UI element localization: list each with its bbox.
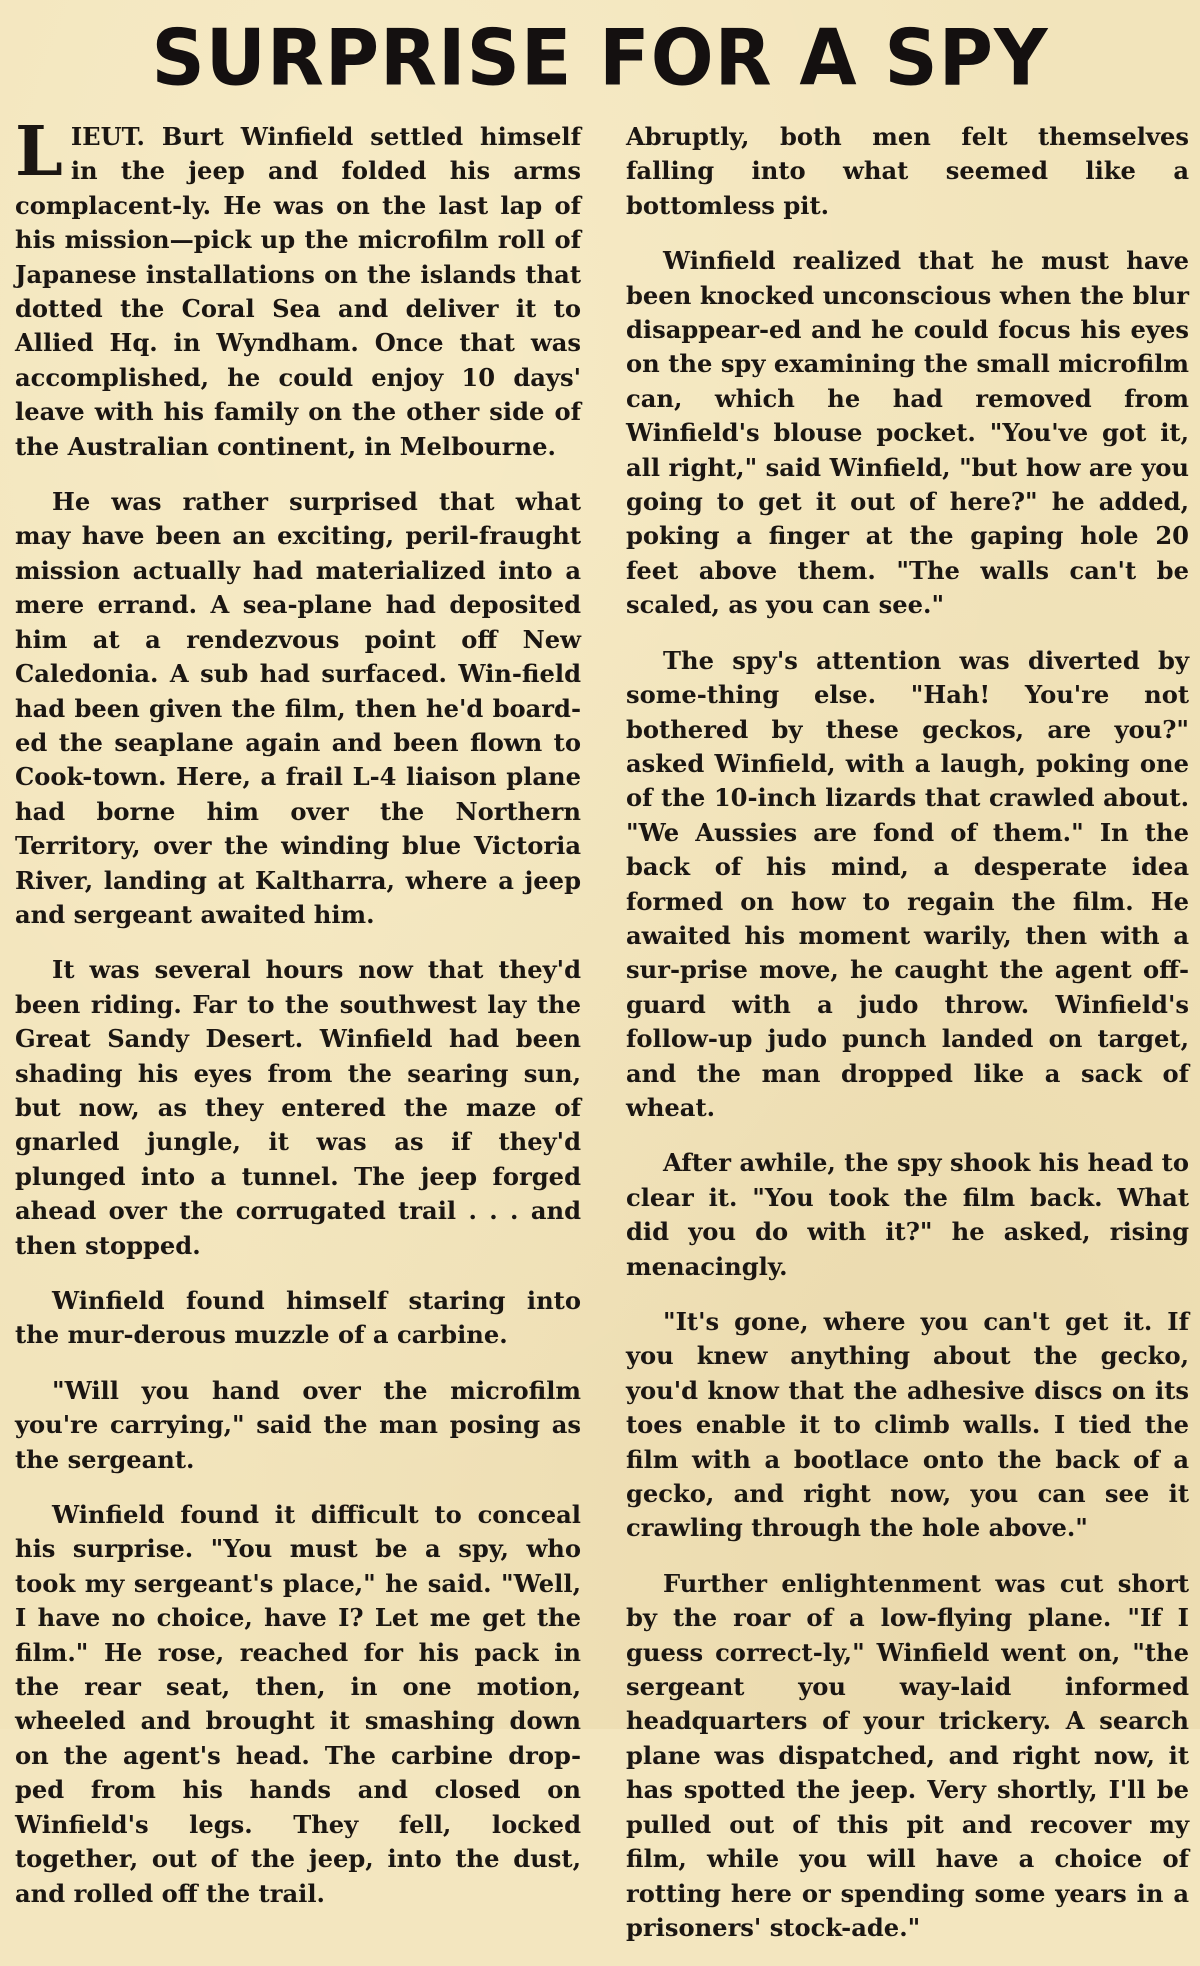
paragraph: "It's gone, where you can't get it. If you knew anything about the gecko, you'd know that the adhesive discs on its toes enable it to climb walls. I tied the film with a bootlace onto the back of a gecko, and right now, you can see it crawling through the hole above." — [626, 1307, 1189, 1543]
paragraph: The spy's attention was diverted by some-thing else. "Hah! You're not bothered by these geckos, are you?" asked Winfield, with a laugh, poking one of the 10-inch lizards that crawled about. "We Aussies are fond of them." In the back of his mind, a desperate idea formed on how to regain the film. He awaited his moment warily, then with a sur-prise move, he caught the agent off-guard with a judo throw. Winfield's follow-up judo punch landed on target, and the man dropped like a sack of wheat. — [626, 645, 1189, 1122]
story-title: SURPRISE FOR A SPY — [151, 12, 1049, 104]
paragraph: Winfield found it difficult to conceal his surprise. "You must be a spy, who took my sergeant's place," he said. "Well, I have no choice, have I? Let me get the film." He rose, reached for his pack in the rear seat, then, in one motion, wheeled and brought it smashing down on the agent's head. The carbine drop-ped from his hands and closed on Winfield's legs. They fell, locked together, out of the jeep, into the dust, and rolled off the trail. — [15, 1500, 581, 1908]
right-column — [626, 120, 1189, 1966]
left-column — [15, 112, 581, 1932]
paragraph: It was several hours now that they'd been riding. Far to the southwest lay the Great Sandy Desert. Winfield had been shading his eyes from the searing sun, but now, as they entered the maze of gnarled jungle, it was as if they'd plunged into a tunnel. The jeep forged ahead over the corrugated trail . . . and then stopped. — [15, 955, 581, 1260]
paragraph: Winfield found himself staring into the mur-derous muzzle of a carbine. — [15, 1286, 581, 1350]
drop-cap: L — [15, 112, 63, 192]
paragraph: Further enlightenment was cut short by the roar of a low-flying plane. "If I guess correct-ly," Winfield went on, "the sergeant you way-laid informed headquarters of your trickery. A search plane was dispatched, and right now, it has spotted the jeep. Very shortly, I'll be pulled out of this pit and recover my film, while you will have a choice of rotting here or spending some years in a prisoners' stock-ade." — [626, 1568, 1189, 1942]
paragraph: Winfield realized that he must have been knocked unconscious when the blur disappear-ed and he could focus his eyes on the spy examining the small microfilm can, which he had removed from Winfield's blouse pocket. "You've got it, all right," said Winfield, "but how are you going to get it out of here?" he added, poking a finger at the gaping hole 20 feet above them. "The walls can't be scaled, as you can see." — [626, 246, 1189, 620]
paragraph: "Will you hand over the microfilm you're carrying," said the man posing as the sergeant. — [15, 1375, 581, 1474]
paragraph: After awhile, the spy shook his head to clear it. "You took the film back. What did you do with it?" he asked, rising menacingly. — [626, 1148, 1189, 1281]
paragraph: He was rather surprised that what may have been an exciting, peril-fraught mission actually had materialized into a mere errand. A sea-plane had deposited him at a rendezvous point off New Caledonia. A sub had surfaced. Win-field had been given the film, then he'd board-ed the seaplane again and been flown to Cook-town. Here, a frail L-4 liaison plane had borne him over the Northern Territory, over the winding blue Victoria River, landing at Kaltharra, where a jeep and sergeant awaited him. — [15, 487, 581, 929]
paragraph: Abruptly, both men felt themselves falling into what seemed like a bottomless pit. — [626, 122, 1189, 220]
paragraph — [15, 112, 581, 464]
paragraph-text: IEUT. Burt Winfield settled himself in the jeep and folded his arms complacent-ly. He was on the last lap of his mission—pick up the microfilm roll of Japanese installations on the islands that dotted the Coral Sea and deliver it to Allied Hq. in Wyndham. Once that was accomplished, he could enjoy 10 days' leave with his family on the other side of the Australian continent, in Melbourne. — [15, 122, 581, 461]
